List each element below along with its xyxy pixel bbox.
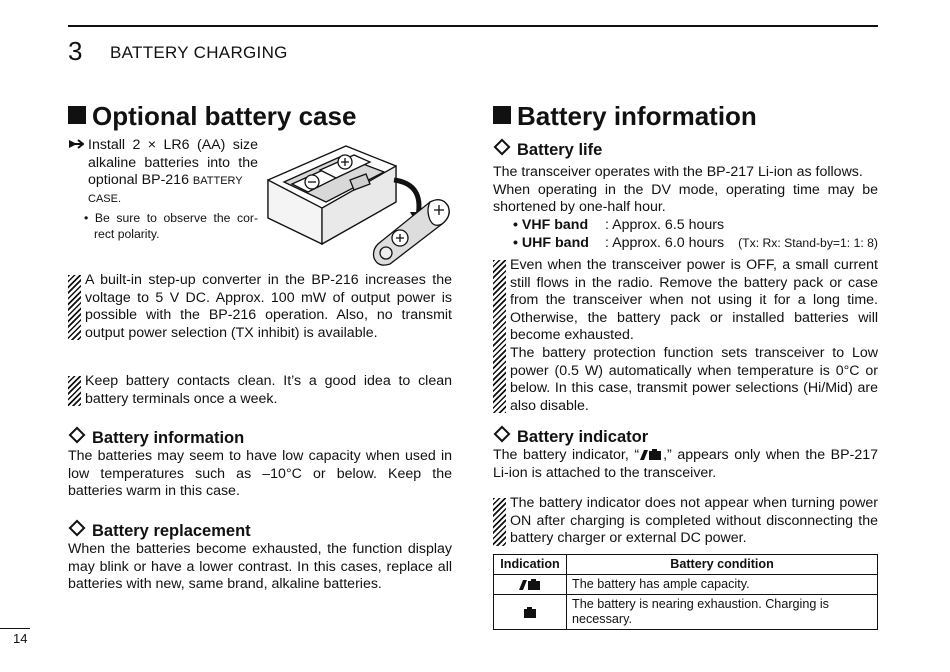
table-header-row [494,555,878,575]
caution-hatch-icon [68,376,81,406]
indicator-charging-note: The battery indicator does not appear when turning power ON after charging is completed without disconnecting the battery charger or external DC power. [493,495,878,548]
page-number: 14 [13,631,28,646]
battery-full-icon [639,449,663,461]
battery-life-subheading: Battery life [493,140,602,160]
battery-indicator-text: The battery indicator, “ ,” appears only when the BP-217 Li-ion is attached to the transceiver. [493,447,878,481]
vhf-band-row: • VHF band : Approx. 6.5 hours [513,217,725,233]
install-line-1: Install 2 × LR6 (AA) size [88,137,258,153]
table-header-indication: Indication [494,555,567,575]
battery-information-subheading: Battery information [68,428,244,448]
diamond-bullet-icon [494,139,511,156]
table-cell-condition: The battery has ample capacity. [567,575,878,595]
power-off-current-note: Even when the transceiver power is OFF, a small current still flows in the radio. Remove the battery pack or case from the transceiver when not using it for a long time. Otherwise, the battery pack or installed batteries will become exhausted. The battery protection function sets transceiver to Low power (0.5 W) automatically when temperature is 0°C or below. In this case, transmit power selections (Hi/Mid) are also disable. [493,257,878,415]
arrow-icon [68,137,84,157]
table-cell-indication [494,575,567,595]
diamond-bullet-icon [69,427,86,444]
polarity-note: • Be sure to observe the cor- rect polarity. [84,211,258,242]
step-up-converter-note: A built-in step-up converter in the BP-216 increases the voltage to 5 V DC. Approx. 100 mW of output power is possible with the BP-216 operation. Also, no transmit output power selection (TX inhibit) is available. [68,272,452,342]
table-cell-indication [494,595,567,630]
square-bullet-icon [493,106,511,124]
chapter-number: 3 [68,36,83,66]
battery-indicator-subheading: Battery indicator [493,427,648,447]
battery-low-icon [522,606,538,619]
uhf-band-row: • UHF band : Approx. 6.0 hours (Tx: Rx: Stand-by=1: 1: 8) [513,235,878,251]
page-number-rule [0,628,30,629]
battery-case-illustration [262,140,458,268]
diamond-bullet-icon [494,426,511,443]
battery-replacement-text: When the batteries become exhausted, the function display may blink or have a lower contrast. In this cases, replace all batteries with new, same brand, alkaline batteries. [68,541,452,593]
battery-full-icon [518,578,542,591]
caution-hatch-icon [493,260,506,413]
table-row [494,595,878,630]
square-bullet-icon [68,106,86,124]
top-rule [68,25,878,27]
optional-battery-case-heading: Optional battery case [68,100,356,132]
battery-replacement-subheading: Battery replacement [68,521,251,541]
table-header-condition: Battery condition [567,555,878,575]
battery-indication-table [493,554,878,630]
table-cell-condition: The battery is nearing exhaustion. Charging is necessary. [567,595,878,630]
battery-information-heading: Battery information [493,100,757,132]
install-instructions [68,137,258,242]
battery-contacts-note: Keep battery contacts clean. It’s a good idea to clean battery terminals once a week. [68,373,452,408]
battery-life-text: The transceiver operates with the BP-217 Li-ion as follows. When operating in the DV mode, operating time may be shortened by one-half hour. [493,164,878,216]
install-line-4: CASE. [88,192,122,205]
diamond-bullet-icon [69,520,86,537]
caution-hatch-icon [68,275,81,340]
install-line-2: alkaline batteries into the [88,154,258,171]
install-line-3: optional BP-216 BATTERY [88,172,243,189]
chapter-title: BATTERY CHARGING [110,43,288,62]
battery-information-text: The batteries may seem to have low capacity when used in low temperatures such as –10°C or below. Keep the batteries warm in this case. [68,448,452,500]
caution-hatch-icon [493,498,506,546]
table-row [494,575,878,595]
